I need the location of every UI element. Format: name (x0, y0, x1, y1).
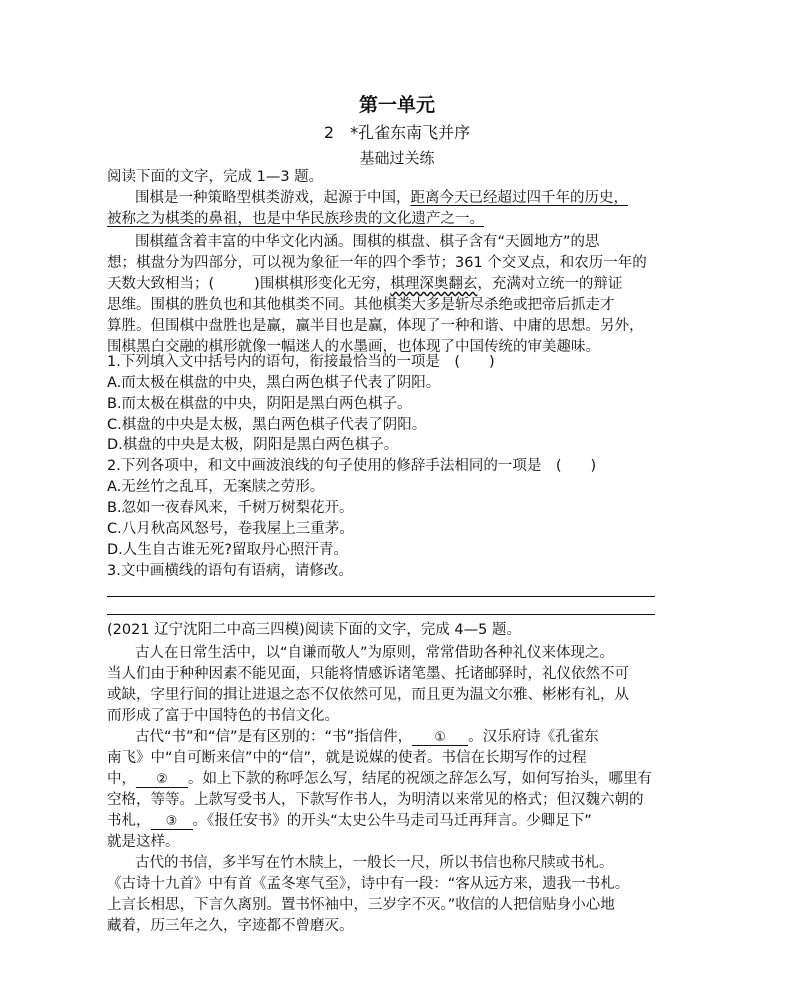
underlined-sentence: 被称之为棋类的鼻祖，也是中华民族珍贵的文化遗产之一。 (107, 211, 484, 227)
passage3-line: 上言长相思，下言久离别。置书怀袖中，三岁字不灭。”收信的人把信贴身小心地 (107, 897, 615, 913)
answer-line[interactable] (107, 614, 655, 615)
passage2-line: 思维。围棋的胜负也和其他棋类不同。其他棋类大多是斩尽杀绝或把帝后抓走才 (107, 297, 615, 313)
option-1d: D.棋盘的中央是太极，阴阳是黑白两色棋子。 (107, 437, 399, 453)
passage2-line (107, 274, 622, 294)
part2-instruction: (2021 辽宁沈阳二中高三四模)阅读下面的文字，完成 4—5 题。 (107, 622, 521, 638)
passage3-line (107, 811, 592, 831)
passage3-line: 就是这样。 (107, 834, 180, 850)
lesson-title: 2 *孔雀东南飞并序 (323, 123, 471, 142)
answer-line[interactable] (107, 596, 655, 597)
passage3-line: 或缺，字里行间的揖让进退之态不仅依然可见，而且更为温文尔雅、彬彬有礼，从 (107, 687, 629, 703)
option-2d: D.人生自古谁无死?留取丹心照汗青。 (107, 542, 348, 558)
passage2-text: ，充满对立统一的辩证 (477, 276, 623, 292)
blank-3[interactable]: ③ (151, 815, 193, 830)
passage3-line: 而形成了富于中国特色的书信文化。 (107, 708, 339, 724)
option-2a: A.无丝竹之乱耳，无案牍之劳形。 (107, 479, 325, 495)
unit-title: 第一单元 (358, 94, 435, 116)
option-1a: A.而太极在棋盘的中央，黑白两色棋子代表了阴阳。 (107, 375, 441, 391)
passage3-line: 空格，等等。上款写受书人，下款写作书人，为明清以来常见的格式；但汉魏六朝的 (107, 792, 644, 808)
underlined-sentence: 距离今天已经超过四千年的历史， (410, 190, 628, 206)
passage3-line: 南飞》中“自可断来信”中的“信”，就是说媒的使者。书信在长期写作的过程 (107, 750, 587, 766)
blank-2[interactable]: ② (136, 773, 188, 788)
passage3-text: 。《报任安书》的开头“太史公牛马走司马迁再拜言。少卿足下” (192, 813, 592, 829)
passage3-line: 《古诗十九首》中有首《孟冬寒气至》，诗中有一段：“客从远方来，遗我一书札。 (107, 876, 630, 892)
passage3-text: 。汉乐府诗《孔雀东 (468, 729, 599, 745)
passage2-line: 算胜。但围棋中盘胜也是赢，赢半目也是赢，体现了一种和谐、中庸的思想。另外， (107, 318, 644, 334)
passage3-text: 书札， (107, 813, 151, 829)
passage1-text: 围棋是一种策略型棋类游戏，起源于中国， (135, 190, 411, 206)
blank-1[interactable]: ① (412, 731, 468, 746)
wavy-underlined-phrase: 棋理深奥翻玄 (390, 276, 478, 292)
passage3-text: 。如上下款的称呼怎么写，结尾的祝颂之辞怎么写，如何写抬头，哪里有 (188, 771, 652, 787)
passage2-line: 围棋黑白交融的棋形就像一幅迷人的水墨画，也体现了中国传统的审美趣味。 (107, 339, 600, 355)
passage2-text: 天数大致相当；( (107, 276, 215, 292)
part1-instruction: 阅读下面的文字，完成 1—3 题。 (107, 169, 324, 185)
question-2: 2.下列各项中，和文中画波浪线的句子使用的修辞手法相同的一项是 ( ) (107, 458, 597, 474)
passage3-line: 古人在日常生活中，以“自谦而敬人”为原则，常常借助各种礼仪来体现之。 (135, 645, 615, 661)
option-2c: C.八月秋高风怒号，卷我屋上三重茅。 (107, 521, 354, 537)
passage3-line: 藏着，历三年之久，字迹都不曾磨灭。 (107, 918, 354, 934)
passage1-line (107, 209, 484, 229)
passage2-line: 想；棋盘分为四部分，可以视为象征一年的四个季节；361 个交叉点，和农历一年的 (107, 255, 647, 271)
passage2-text: )围棋棋形变化无穷， (254, 276, 391, 292)
option-1b: B.而太极在棋盘的中央，阴阳是黑白两色棋子。 (107, 396, 412, 412)
passage3-line (107, 769, 652, 789)
passage3-text: 中， (107, 771, 136, 787)
passage1-line (135, 188, 628, 208)
option-1c: C.棋盘的中央是太极，黑白两色棋子代表了阴阳。 (107, 417, 427, 433)
passage3-line: 古代的书信，多半写在竹木牍上，一般长一尺，所以书信也称尺牍或书札。 (135, 855, 614, 871)
passage2-line: 围棋蕴含着丰富的中华文化内涵。围棋的棋盘、棋子含有“天圆地方”的思 (135, 234, 600, 250)
passage3-line: 当人们由于种种因素不能见面，只能将情感诉诸笔墨、托诸邮驿时，礼仪依然不可 (107, 666, 629, 682)
passage3-line (135, 727, 599, 747)
passage3-text: 古代“书”和“信”是有区别的：“书”指信件， (135, 729, 413, 745)
section-title: 基础过关练 (359, 149, 435, 167)
question-3: 3.文中画横线的语句有语病，请修改。 (107, 563, 353, 579)
question-1: 1.下列填入文中括号内的语句，衔接最恰当的一项是 ( ) (107, 354, 495, 370)
option-2b: B.忽如一夜春风来，千树万树梨花开。 (107, 500, 354, 516)
